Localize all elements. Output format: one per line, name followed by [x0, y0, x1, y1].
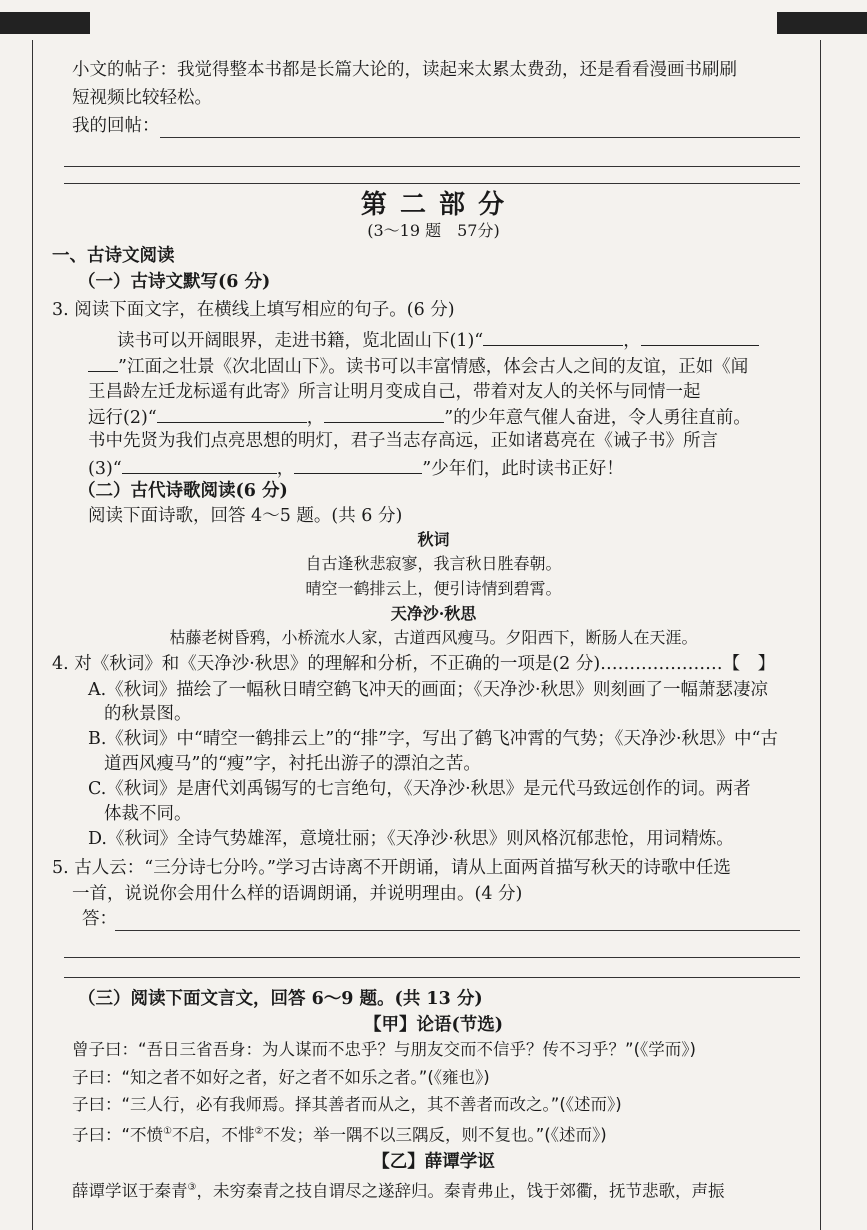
section-heading: 一、古诗文阅读 — [52, 246, 175, 266]
blank-3-2b[interactable] — [324, 404, 444, 423]
question-3-stem: 3. 阅读下面文字，在横线上填写相应的句子。(6 分) — [52, 300, 455, 320]
option-a-line-1[interactable]: A.《秋词》描绘了一幅秋日晴空鹤飞冲天的画面；《天净沙·秋思》则刻画了一幅萧瑟凄凉 — [88, 680, 769, 700]
scan-marker-left — [0, 12, 90, 34]
reply-line-1[interactable] — [160, 137, 800, 138]
blank-3-1b[interactable] — [641, 327, 759, 346]
part-title: 第 二 部 分 — [360, 190, 507, 220]
blank-3-1a[interactable] — [483, 327, 623, 346]
answer-line-3[interactable] — [64, 977, 800, 978]
answer-line-1[interactable] — [115, 930, 800, 931]
option-a-line-2[interactable]: 的秋景图。 — [104, 704, 192, 724]
passage-jia-title: 【甲】论语(节选) — [363, 1015, 504, 1035]
blank-3-1c[interactable] — [88, 353, 118, 372]
question-4-stem: 4. 对《秋词》和《天净沙·秋思》的理解和分析，不正确的一项是(2 分)…………………【 】 — [52, 654, 776, 674]
footnote-marker-3: ③ — [187, 1182, 197, 1193]
poem-1-title: 秋词 — [417, 530, 450, 549]
passage-yi-line-1: 薛谭学讴于秦青③，未穷秦青之技自谓尽之遂辞归。秦青弗止，饯于郊衢，抚节悲歌，声振 — [72, 1181, 725, 1201]
passage-jia-line-3: 子曰：“三人行，必有我师焉。择其善者而从之，其不善者而改之。”(《述而》) — [72, 1095, 622, 1114]
question-3-line-5: 书中先贤为我们点亮思想的明灯，君子当志存高远，正如诸葛亮在《诫子书》所言 — [88, 431, 718, 451]
blank-3-3b[interactable] — [294, 455, 422, 474]
subsection-2-instruction: 阅读下面诗歌，回答 4～5 题。(共 6 分) — [88, 506, 403, 526]
subsection-1-heading: （一）古诗文默写(6 分) — [78, 272, 271, 292]
footnote-marker-1: ① — [163, 1126, 173, 1137]
poem-2-line-1: 枯藤老树昏鸦，小桥流水人家，古道西风瘦马。夕阳西下，断肠人在天涯。 — [169, 628, 698, 647]
blank-3-2a[interactable] — [157, 404, 307, 423]
option-b-line-2[interactable]: 道西风瘦马”的“瘦”字，衬托出游子的漂泊之苦。 — [104, 754, 481, 774]
reply-label: 我的回帖： — [72, 116, 160, 136]
poem-2-title: 天净沙·秋思 — [390, 604, 477, 623]
passage-jia-line-4: 子曰：“不愤①不启，不悱②不发；举一隅不以三隅反，则不复也。”(《述而》) — [72, 1125, 607, 1145]
poem-1-line-1: 自古逢秋悲寂寥，我言秋日胜春朝。 — [305, 554, 562, 573]
question-5-line-1: 5. 古人云：“三分诗七分吟。”学习古诗离不开朗诵，请从上面两首描写秋天的诗歌中任选 — [52, 858, 731, 878]
reply-line-2[interactable] — [64, 166, 800, 167]
option-d-line-1[interactable]: D.《秋词》全诗气势雄浑，意境壮丽；《天净沙·秋思》则风格沉郁悲怆，用词精炼。 — [88, 829, 734, 849]
question-3-line-6: (3)“ ， ”少年们，此时读书正好！ — [88, 455, 624, 481]
question-5-line-2: 一首，说说你会用什么样的语调朗诵，并说明理由。(4 分) — [72, 884, 523, 904]
answer-label: 答： — [82, 909, 117, 929]
passage-jia-line-2: 子曰：“知之者不如好之者，好之者不如乐之者。”(《雍也》) — [72, 1068, 490, 1087]
answer-line-2[interactable] — [64, 957, 800, 958]
passage-yi-title: 【乙】薛谭学讴 — [372, 1152, 495, 1172]
question-3-line-1: 读书可以开阔眼界，走进书籍，览北固山下(1)“ ， — [117, 327, 759, 353]
part-subtitle: (3～19 题 57分) — [367, 221, 500, 240]
question-3-line-3: 王昌龄左迁龙标遥有此寄》所言让明月变成自己，带着对友人的关怀与同情一起 — [88, 382, 701, 402]
passage-jia-line-1: 曾子曰：“吾日三省吾身：为人谋而不忠乎？与朋友交而不信乎？传不习乎？”(《学而》) — [72, 1040, 696, 1059]
option-b-line-1[interactable]: B.《秋词》中“晴空一鹤排云上”的“排”字，写出了鹤飞冲霄的气势；《天净沙·秋思》中“古 — [88, 729, 778, 749]
option-c-line-1[interactable]: C.《秋词》是唐代刘禹锡写的七言绝句，《天净沙·秋思》是元代马致远创作的词。两者 — [88, 779, 751, 799]
option-c-line-2[interactable]: 体裁不同。 — [104, 804, 192, 824]
post-line-2: 短视频比较轻松。 — [72, 88, 212, 108]
scan-marker-right — [777, 12, 867, 34]
subsection-3-heading: （三）阅读下面文言文，回答 6～9 题。(共 13 分) — [78, 989, 483, 1009]
question-3-line-2: ”江面之壮景《次北固山下》。读书可以丰富情感，体会古人之间的友谊，正如《闻 — [88, 353, 748, 379]
subsection-2-heading: （二）古代诗歌阅读(6 分) — [78, 481, 288, 501]
footnote-marker-2: ② — [254, 1126, 264, 1137]
reply-line-3[interactable] — [64, 183, 800, 184]
blank-3-3a[interactable] — [122, 455, 277, 474]
poem-1-line-2: 晴空一鹤排云上，便引诗情到碧霄。 — [305, 579, 562, 598]
question-3-line-4: 远行(2)“ ， ”的少年意气催人奋进，令人勇往直前。 — [88, 404, 751, 430]
post-line-1: 小文的帖子：我觉得整本书都是长篇大论的，读起来太累太费劲，还是看看漫画书刷刷 — [72, 60, 737, 80]
